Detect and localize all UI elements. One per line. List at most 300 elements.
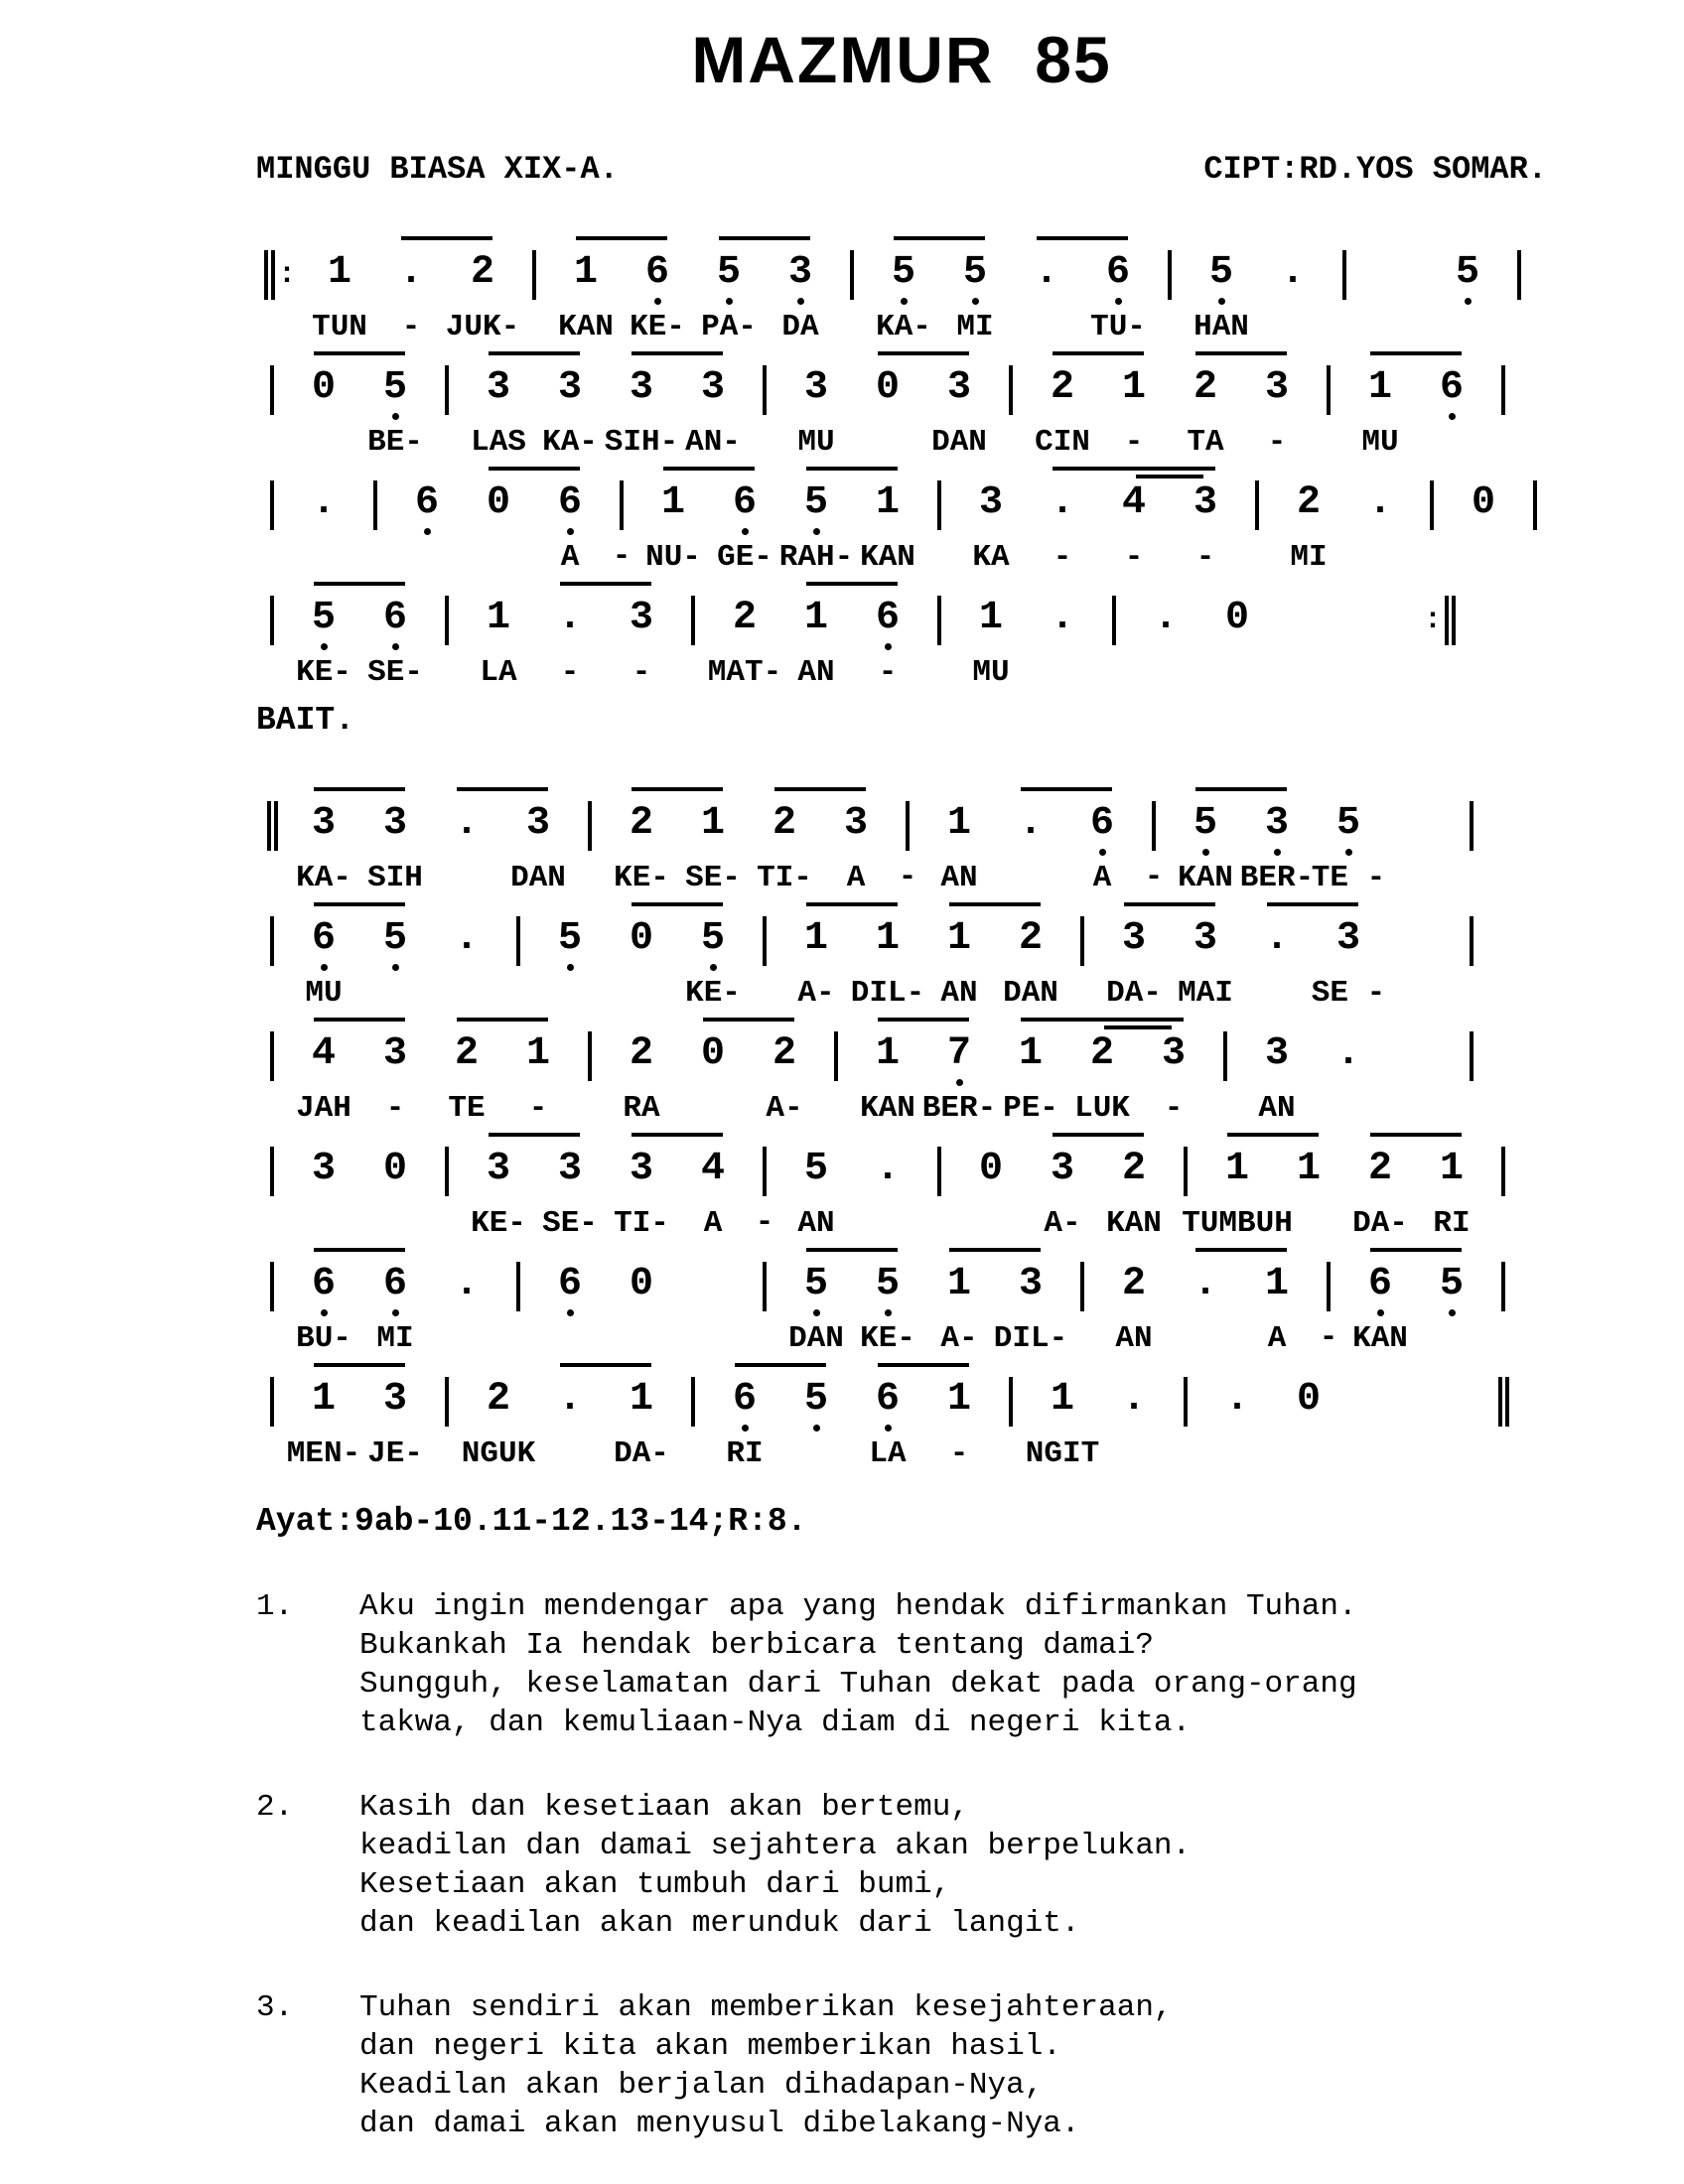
note-group <box>1011 251 1154 346</box>
note-digit: 4 <box>700 1147 725 1191</box>
note-cell <box>1170 366 1241 462</box>
lyric-syllable: KE- <box>860 1321 915 1356</box>
note-cell <box>955 1148 1027 1243</box>
note-digit: 1 <box>803 596 828 640</box>
note-digit: 1 <box>700 801 725 846</box>
spacer <box>1360 251 1432 261</box>
note-cell <box>1273 1148 1344 1243</box>
note-cell <box>1313 1032 1384 1128</box>
barline-glyph <box>1168 250 1172 300</box>
note-cell <box>534 366 606 462</box>
note-cell <box>868 251 939 346</box>
note-cell <box>749 1032 820 1128</box>
barline <box>502 1263 534 1357</box>
note-group <box>288 802 431 897</box>
note-group <box>1027 366 1170 462</box>
note-digit: . <box>454 801 479 846</box>
note-digit: 3 <box>382 1031 407 1076</box>
note-group <box>288 917 431 1013</box>
note-digit: 1 <box>946 916 971 961</box>
note-cell <box>780 481 852 577</box>
note-digit: 1 <box>978 596 1003 640</box>
barline <box>1241 481 1273 576</box>
lyric-syllable: TUMBUH <box>1182 1206 1293 1241</box>
note-digit: 5 <box>962 250 987 295</box>
barline <box>1487 366 1519 461</box>
note-cell <box>1182 1147 1293 1243</box>
page <box>256 0 1547 2143</box>
note-cell <box>288 1263 359 1358</box>
note-group <box>391 481 463 577</box>
note-digit: . <box>557 1377 582 1422</box>
barline-glyph <box>937 480 941 530</box>
note-cell <box>1098 366 1170 462</box>
note-group <box>1027 481 1241 577</box>
barline <box>256 251 304 345</box>
barline <box>749 366 780 461</box>
note-cell <box>359 1148 431 1243</box>
note-cell <box>1138 1032 1209 1128</box>
note-digit: 0 <box>486 480 510 525</box>
lyric-syllable: DAN <box>931 425 987 460</box>
note-digit: 2 <box>629 801 653 846</box>
barline <box>1154 251 1186 345</box>
note-digit: 3 <box>486 1147 510 1191</box>
note-digit: . <box>1153 596 1178 640</box>
note-digit: 3 <box>311 801 336 846</box>
note-group <box>288 597 431 692</box>
note-cell <box>693 251 765 346</box>
note-cell <box>606 1263 677 1358</box>
lyric-syllable: MAT- <box>707 655 782 690</box>
lyric-syllable: - <box>560 655 580 690</box>
note-cell <box>677 1032 749 1128</box>
note-digit: 6 <box>875 596 900 640</box>
note-cell <box>709 1378 780 1473</box>
barline <box>574 802 606 896</box>
note-cell <box>1313 802 1384 897</box>
lyric-syllable: KE- <box>685 976 741 1011</box>
note-digit: 1 <box>1050 1377 1074 1422</box>
note-cell <box>955 481 1027 577</box>
lyric-syllable: KAN <box>1178 861 1233 895</box>
lyric-syllable: A <box>560 540 580 575</box>
note-cell <box>923 802 995 897</box>
note-group <box>550 251 693 346</box>
note-digit: 6 <box>1439 365 1464 410</box>
note-digit: . <box>557 596 582 640</box>
lyric-syllable: KA <box>972 540 1010 575</box>
note-digit: 2 <box>1121 1147 1146 1191</box>
lyric-syllable: KAN <box>558 310 614 344</box>
note-digit: 1 <box>946 1377 971 1422</box>
lyric-syllable: BER- <box>921 1091 997 1126</box>
lyric-syllable: DAN <box>510 861 566 895</box>
lyric-syllable: DA- <box>614 1436 669 1471</box>
note-digit: 3 <box>1264 365 1289 410</box>
barline-glyph <box>588 1031 592 1081</box>
barline-glyph <box>532 250 536 300</box>
note-digit: 1 <box>875 480 900 525</box>
note-digit: 6 <box>311 1262 336 1306</box>
note-cell <box>1241 802 1313 897</box>
note-digit: 3 <box>1161 1031 1186 1076</box>
barline <box>995 366 1027 461</box>
note-group <box>534 1263 677 1358</box>
note-group <box>288 1378 431 1473</box>
lyric-syllable: - <box>1124 425 1144 460</box>
note-cell <box>463 597 534 692</box>
note-cell <box>447 251 518 346</box>
note-digit: 3 <box>1193 916 1217 961</box>
barline-glyph <box>1501 1262 1505 1311</box>
double-barline-glyph <box>267 801 278 851</box>
lyric-syllable: RI <box>726 1436 764 1471</box>
note-cell <box>709 481 780 577</box>
note-digit: 1 <box>1367 365 1392 410</box>
barline-glyph <box>1501 1147 1505 1196</box>
note-group <box>534 917 606 1013</box>
note-digit: 5 <box>803 1262 828 1306</box>
note-cell <box>1257 251 1329 346</box>
lyric-syllable: KE- <box>630 310 685 344</box>
barline-glyph <box>1342 250 1346 300</box>
note-cell <box>622 251 693 346</box>
barline-glyph <box>1501 365 1505 415</box>
barline <box>923 481 955 576</box>
note-cell <box>1011 251 1082 346</box>
barline-glyph <box>373 480 377 530</box>
note-cell <box>1130 597 1201 692</box>
bait-score <box>256 782 1547 1473</box>
note-digit: 0 <box>1224 596 1249 640</box>
lyric-syllable: TI- <box>614 1206 669 1241</box>
note-cell <box>431 802 502 897</box>
barline <box>836 251 868 345</box>
note-digit: 1 <box>660 480 685 525</box>
note-digit: . <box>1050 596 1074 640</box>
lyric-syllable: KA- <box>542 425 598 460</box>
lyric-syllable: KAN <box>860 540 915 575</box>
note-group <box>709 1378 852 1473</box>
barline <box>923 1148 955 1242</box>
note-cell <box>288 917 359 1013</box>
lyric-syllable: - <box>401 310 421 344</box>
note-digit: 1 <box>1439 1147 1464 1191</box>
barline-glyph <box>445 365 449 415</box>
note-digit: 0 <box>1296 1377 1321 1422</box>
barline <box>1456 802 1487 896</box>
barline <box>677 1378 709 1472</box>
barline <box>256 366 288 461</box>
note-cell <box>1344 366 1416 462</box>
note-cell <box>1241 1263 1313 1358</box>
lyric-syllable: DIL- <box>993 1321 1068 1356</box>
barline <box>256 1032 288 1127</box>
lyric-syllable: DA- <box>1106 976 1162 1011</box>
lyric-syllable: - <box>1164 1091 1184 1126</box>
barline <box>502 917 534 1012</box>
note-cell <box>709 597 780 692</box>
note-cell <box>923 366 995 462</box>
lyric-syllable: CIN <box>1035 425 1090 460</box>
note-digit: 5 <box>700 916 725 961</box>
note-cell <box>923 917 995 1013</box>
spacer <box>1384 1032 1456 1042</box>
note-cell <box>463 1148 534 1243</box>
lyric-syllable: AN <box>940 976 978 1011</box>
barline <box>256 1148 288 1242</box>
double-barline-glyph <box>1498 1377 1509 1427</box>
note-cell <box>1066 1032 1138 1128</box>
lyric-syllable: LAS <box>471 425 526 460</box>
lyric-syllable: - <box>1267 425 1287 460</box>
note-cell <box>1201 597 1273 692</box>
note-cell <box>606 366 677 462</box>
note-cell <box>288 597 359 692</box>
note-digit: 3 <box>486 365 510 410</box>
lyric-syllable: RAH- <box>778 540 854 575</box>
note-digit: 1 <box>875 1031 900 1076</box>
note-cell <box>1098 481 1170 577</box>
note-cell <box>852 917 923 1013</box>
note-group <box>1098 1263 1170 1358</box>
note-digit: 1 <box>875 916 900 961</box>
note-cell <box>1098 1263 1170 1358</box>
verse-number: 2. <box>256 1790 294 1825</box>
lyric-syllable: SIH- <box>604 425 679 460</box>
note-cell <box>995 1263 1066 1358</box>
lyric-syllable: - <box>1124 540 1144 575</box>
header-row <box>256 151 1547 188</box>
barline-glyph <box>588 801 592 851</box>
refrain-score <box>256 231 1547 692</box>
note-group <box>288 1032 431 1128</box>
note-cell <box>288 802 359 897</box>
note-cell <box>431 917 502 1013</box>
barline-glyph <box>516 916 520 966</box>
lyric-syllable: SE- <box>685 861 741 895</box>
barline-glyph <box>1533 480 1537 530</box>
note-digit: 3 <box>629 596 653 640</box>
note-cell <box>463 366 534 462</box>
note-digit: 0 <box>1471 480 1495 525</box>
note-digit: 5 <box>1335 801 1360 846</box>
note-cell <box>1082 251 1154 346</box>
note-digit: 0 <box>700 1031 725 1076</box>
note-group <box>431 1263 502 1358</box>
note-cell <box>1098 1378 1170 1473</box>
lyric-syllable: KA- <box>296 861 351 895</box>
barline <box>1416 597 1464 691</box>
note-group <box>375 251 518 346</box>
barline <box>1066 1263 1098 1357</box>
barline-glyph <box>850 250 854 300</box>
note-group <box>995 802 1138 897</box>
note-digit: 3 <box>629 365 653 410</box>
note-digit: 1 <box>629 1377 653 1422</box>
repeat-end-glyph <box>1424 596 1456 645</box>
barline-glyph <box>763 916 767 966</box>
double-barline-glyph <box>264 250 275 300</box>
note-digit: 5 <box>1208 250 1233 295</box>
note-digit: 0 <box>629 1262 653 1306</box>
barline-glyph <box>445 1147 449 1196</box>
lyric-syllable: TU- <box>1090 310 1146 344</box>
note-cell <box>534 917 606 1013</box>
lyric-syllable: RA <box>623 1091 660 1126</box>
barline-glyph <box>270 1262 274 1311</box>
barline-glyph <box>270 916 274 966</box>
note-digit: 3 <box>978 480 1003 525</box>
barline-glyph <box>1184 1377 1188 1427</box>
repeat-colon: : <box>1423 604 1442 637</box>
barline <box>749 917 780 1012</box>
note-cell <box>359 802 431 897</box>
note-group <box>1344 1263 1487 1358</box>
lyric-syllable: TUN <box>312 310 367 344</box>
note-digit: 6 <box>382 1262 407 1306</box>
lyric-syllable: TA <box>1187 425 1224 460</box>
barline-glyph <box>1152 801 1156 851</box>
note-digit: 5 <box>1439 1262 1464 1306</box>
header-left: MINGGU BIASA XIX-A. <box>256 151 619 188</box>
barline-glyph <box>691 596 695 645</box>
note-cell <box>606 1032 677 1128</box>
note-group <box>1170 1263 1313 1358</box>
verse-line: Kesetiaan akan tumbuh dari bumi, <box>359 1867 951 1902</box>
note-group <box>1170 802 1313 897</box>
barline <box>1329 251 1360 345</box>
note-digit: 3 <box>382 801 407 846</box>
note-digit: . <box>398 250 423 295</box>
barline-glyph <box>1517 250 1521 300</box>
note-group <box>780 597 923 692</box>
lyric-syllable: - <box>898 860 917 894</box>
lyric-syllable: A <box>846 861 866 895</box>
note-cell <box>1027 481 1098 577</box>
note-group <box>923 917 1066 1013</box>
note-cell <box>1170 481 1241 577</box>
note-cell <box>677 917 749 1013</box>
barline-glyph <box>1470 801 1474 851</box>
lyric-syllable: KAN <box>1106 1206 1162 1241</box>
verse-line: takwa, dan kemuliaan-Nya diam di negeri kita. <box>359 1706 1192 1740</box>
note-group <box>780 366 852 462</box>
note-cell <box>359 1032 431 1128</box>
barline-glyph <box>1223 1031 1227 1081</box>
lyric-syllable: MU <box>797 425 835 460</box>
note-group <box>923 1263 1066 1358</box>
note-cell <box>288 1032 359 1128</box>
note-cell <box>502 1032 574 1128</box>
note-group <box>709 597 780 692</box>
note-digit: . <box>1121 1377 1146 1422</box>
note-group <box>463 481 606 577</box>
note-digit: . <box>1367 480 1392 525</box>
barline <box>256 917 288 1012</box>
barline <box>1456 1032 1487 1127</box>
barline <box>1138 802 1170 896</box>
note-digit: 3 <box>843 801 868 846</box>
lyric-syllable: A <box>1092 861 1112 895</box>
barline-glyph <box>1080 1262 1084 1311</box>
verse-item <box>256 1988 1547 2143</box>
note-digit: 0 <box>978 1147 1003 1191</box>
score-line <box>256 231 1547 346</box>
note-cell <box>1098 917 1170 1013</box>
note-cell <box>923 1378 995 1473</box>
spacer <box>1384 802 1456 812</box>
lyric-syllable: - <box>1052 540 1072 575</box>
note-cell <box>1170 917 1241 1013</box>
lyric-syllable: - <box>528 1091 548 1126</box>
note-cell <box>1170 802 1241 897</box>
note-digit: 6 <box>414 480 439 525</box>
note-cell <box>359 366 431 462</box>
barline <box>1456 917 1487 1012</box>
note-group <box>1273 481 1416 577</box>
barline <box>1503 251 1535 345</box>
note-digit: 1 <box>1224 1147 1249 1191</box>
lyric-syllable: LA <box>869 1436 907 1471</box>
barline-glyph <box>1255 480 1259 530</box>
barline-glyph <box>270 1031 274 1081</box>
note-group <box>463 1148 606 1243</box>
barline-glyph <box>763 1147 767 1196</box>
barline-glyph <box>691 1377 695 1427</box>
note-group <box>677 1032 820 1128</box>
note-digit: 1 <box>1121 365 1146 410</box>
note-digit: 2 <box>772 801 796 846</box>
note-group <box>693 251 836 346</box>
note-cell <box>1416 1148 1487 1243</box>
note-digit: 0 <box>382 1147 407 1191</box>
bait-label: BAIT. <box>256 702 355 739</box>
ayat-line: Ayat:9ab-10.11-12.13-14;R:8. <box>256 1503 807 1540</box>
note-digit: 1 <box>327 250 351 295</box>
lyric-syllable: AN <box>797 1206 835 1241</box>
note-digit: 7 <box>946 1031 971 1076</box>
note-digit: 5 <box>803 1377 828 1422</box>
lyric-syllable: LUK <box>1074 1091 1130 1126</box>
note-cell <box>606 1378 677 1473</box>
lyric-syllable: AN- <box>685 425 741 460</box>
note-cell <box>375 251 447 346</box>
barline <box>1487 1378 1519 1472</box>
note-digit: 3 <box>1335 916 1360 961</box>
lyric-syllable: - <box>1319 1320 1338 1355</box>
score-line <box>256 577 1547 692</box>
note-digit: 6 <box>732 480 757 525</box>
lyric-syllable: TE <box>448 1091 486 1126</box>
note-digit: 2 <box>732 596 757 640</box>
note-group <box>1027 1148 1170 1243</box>
lyric-syllable: PA- <box>701 310 757 344</box>
note-group <box>955 1148 1027 1243</box>
barline-glyph <box>906 801 910 851</box>
note-digit: 3 <box>803 365 828 410</box>
note-digit: . <box>1050 480 1074 525</box>
score-line <box>256 1128 1547 1243</box>
note-cell <box>852 597 923 692</box>
page-title: MAZMUR 85 <box>691 23 1112 96</box>
barline <box>892 802 923 896</box>
barline <box>431 366 463 461</box>
note-digit: 5 <box>716 250 741 295</box>
note-group <box>534 597 677 692</box>
note-group <box>288 1148 431 1243</box>
